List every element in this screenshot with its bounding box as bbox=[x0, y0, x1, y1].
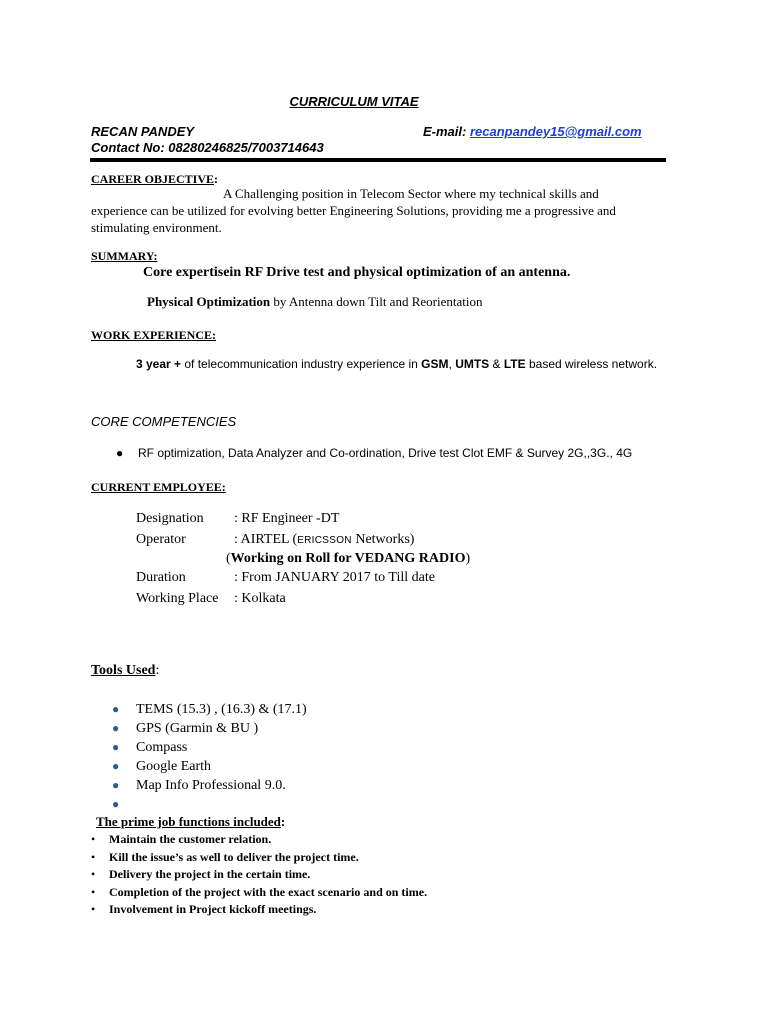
document-title: CURRICULUM VITAE bbox=[289, 94, 419, 109]
candidate-name: RECAN PANDEY bbox=[91, 124, 195, 139]
designation-value: : RF Engineer -DT bbox=[234, 511, 340, 526]
tools-list bbox=[112, 700, 307, 814]
operator-value: : AIRTEL (ERICSSON Networks) bbox=[234, 532, 415, 547]
bullet-icon: ● bbox=[112, 721, 120, 735]
list-item: • Delivery the project in the certain time. bbox=[91, 866, 427, 884]
current-employee-heading: CURRENT EMPLOYEE: bbox=[91, 480, 226, 494]
career-objective-heading: CAREER OBJECTIVE: bbox=[91, 172, 219, 186]
header-divider bbox=[90, 158, 666, 162]
bullet-icon: ● bbox=[112, 702, 120, 716]
list-item: ● GPS (Garmin & BU ) bbox=[112, 721, 259, 736]
bullet-icon: ● bbox=[112, 778, 120, 792]
list-item: ● TEMS (15.3) , (16.3) & (17.1) bbox=[112, 702, 307, 717]
bullet-icon: ● bbox=[112, 797, 120, 811]
list-item: ● Google Earth bbox=[112, 759, 212, 774]
email-line bbox=[423, 124, 642, 139]
bullet-icon: ● bbox=[116, 446, 124, 460]
working-place-label: Working Place bbox=[136, 591, 219, 606]
duration-label: Duration bbox=[136, 570, 186, 585]
list-item: • Completion of the project with the exact scenario and on time. bbox=[91, 884, 427, 902]
list-item: • Maintain the customer relation. bbox=[91, 831, 427, 849]
email-link[interactable]: recanpandey15@gmail.com bbox=[469, 124, 642, 139]
tools-used-heading: Tools Used: bbox=[91, 663, 160, 678]
core-competency-item: ● RF optimization, Data Analyzer and Co-ordination, Drive test Clot EMF & Survey 2G,,3G., 4G bbox=[116, 446, 633, 460]
career-objective-text bbox=[91, 185, 661, 236]
contact-number: Contact No: 08280246825/7003714643 bbox=[91, 140, 324, 155]
email-label: E-mail: bbox=[423, 124, 470, 139]
list-item: ● Map Info Professional 9.0. bbox=[112, 778, 286, 793]
prime-job-functions-list bbox=[91, 831, 427, 919]
prime-job-functions-heading: The prime job functions included: bbox=[96, 814, 286, 829]
summary-line-1: Core expertisein RF Drive test and physical optimization of an antenna. bbox=[143, 265, 571, 280]
work-experience-text: 3 year + of telecommunication industry experience in GSM, UMTS & LTE based wireless network. bbox=[136, 357, 658, 371]
designation-label: Designation bbox=[136, 511, 204, 526]
bullet-icon: • bbox=[91, 849, 96, 864]
career-objective-rest: experience can be utilized for evolving better Engineering Solutions, providing me a progressive and stimulating environment. bbox=[91, 203, 616, 235]
bullet-icon: • bbox=[91, 832, 96, 846]
summary-heading: SUMMARY: bbox=[91, 249, 158, 263]
operator-label: Operator bbox=[136, 532, 186, 547]
bullet-icon: • bbox=[91, 867, 96, 881]
list-item bbox=[112, 795, 307, 814]
career-objective-line1: A Challenging position in Telecom Sector where my technical skills and bbox=[223, 186, 599, 201]
bullet-icon: • bbox=[91, 884, 96, 899]
bullet-icon: ● bbox=[112, 740, 120, 754]
work-experience-heading: WORK EXPERIENCE: bbox=[91, 328, 217, 342]
list-item: ● Compass bbox=[112, 740, 188, 755]
duration-value: : From JANUARY 2017 to Till date bbox=[234, 570, 435, 585]
physical-optimization-label: Physical Optimization bbox=[147, 294, 271, 309]
core-competencies-heading: CORE COMPETENCIES bbox=[91, 414, 237, 429]
working-place-value: : Kolkata bbox=[234, 591, 286, 606]
working-on-roll: (Working on Roll for VEDANG RADIO) bbox=[226, 551, 471, 566]
bullet-icon: ● bbox=[112, 759, 120, 773]
list-item: • Involvement in Project kickoff meetings. bbox=[91, 901, 427, 919]
summary-line-2: Physical Optimization by Antenna down Tilt and Reorientation bbox=[147, 294, 483, 309]
list-item: • Kill the issue’s as well to deliver the project time. bbox=[91, 849, 427, 867]
bullet-icon: • bbox=[91, 902, 96, 916]
